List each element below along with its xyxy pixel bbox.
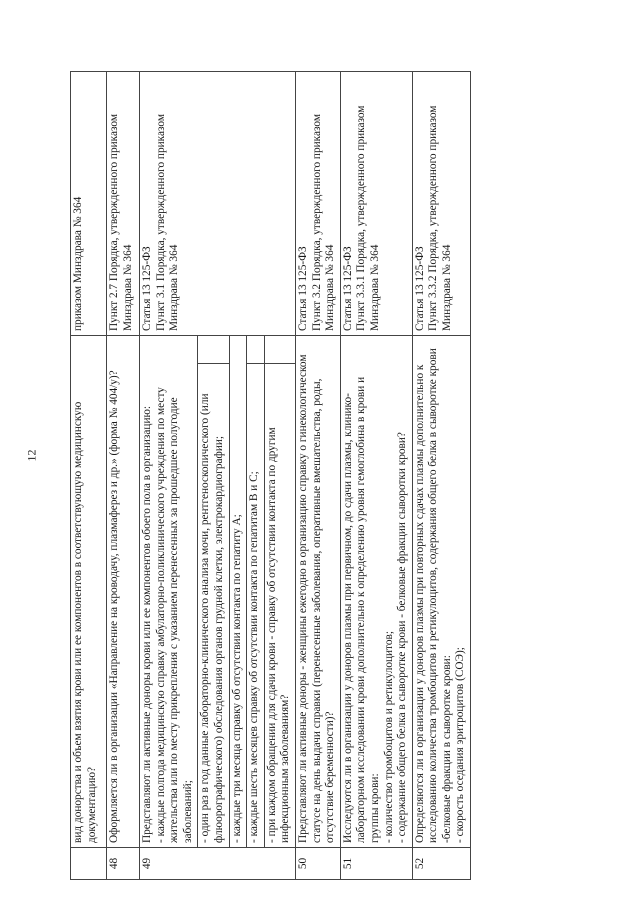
row-number: 49 (140, 848, 296, 880)
row-number: 50 (295, 848, 340, 880)
table-row (295, 72, 340, 880)
question-subcell: - один раз в год данные лабораторно-клинического анализа мочи, рентгеноскопического (или флюорографического) обследования органов грудной клетки, электрокардиографии; (198, 364, 229, 848)
table-row (412, 72, 470, 880)
question-cell: Исследуются ли в организации у доноров плазмы при первичном, до сдачи плазмы, клинико-лабораторном исследовании крови дополнительно к определению уровня гемоглобина в крови и группы крови: - количество тромбоцитов и ретикулоцитов; - содержание общего белка в сыворотке крови - белковые фракции сыворотки крови? (340, 336, 412, 848)
question-cell: Представляют ли активные доноры крови или ее компонентов обоего пола в организацию: - каждые полгода медицинскую справку амбулаторно-поликлинического учреждения по месту жительства или по месту прикрепления с указанием перенесенных за прошедшее полугодие заболеваний; (140, 336, 198, 848)
question-cell: Оформляется ли в организации «Направление на кроводачу, плазмаферез и др.» (форма № 404/у)? (107, 336, 140, 848)
row-number: 51 (340, 848, 412, 880)
row-number (71, 848, 107, 880)
table-row (71, 72, 107, 880)
empty-subcell (198, 336, 229, 364)
empty-subcell (264, 336, 295, 364)
table-row (140, 72, 198, 880)
rotated-table-wrapper (70, 72, 568, 880)
reference-cell: приказом Минздрава № 364 (71, 72, 107, 336)
page-number: 12 (24, 449, 39, 462)
table-row (340, 72, 412, 880)
row-number: 48 (107, 848, 140, 880)
empty-subcell (247, 336, 265, 364)
question-cell: Определяются ли в организации у доноров плазмы при повторных сдачах плазмы дополнительно к исследованию количества тромбоцитов и ретикулоцитов, содержания общего белка в сыворотке крови -белковые фракции в сыворотке крови: - скорость оседания эритроцитов (СОЭ); (412, 336, 470, 848)
question-cell: Представляют ли активные доноры - женщины ежегодно в организацию справку о гинекологическом статусе на день выдачи справки (перенесенные заболевания, оперативные вмешательства, роды, отсутствие беременности)? (295, 336, 340, 848)
question-subcell: - каждые три месяца справку об отсутствии контакта по гепатиту А; (229, 336, 247, 848)
row-number: 52 (412, 848, 470, 880)
question-subcell: - каждые шесть месяцев справку об отсутствии контакта по гепатитам В и С; (247, 364, 265, 848)
reference-cell: Статья 13 125-ФЗ Пункт 3.2 Порядка, утвержденного приказом Минздрава № 364 (295, 72, 340, 336)
reference-cell: Пункт 2.7 Порядка, утвержденного приказом Минздрава № 364 (107, 72, 140, 336)
table-row (107, 72, 140, 880)
reference-cell: Статья 13 125-ФЗ Пункт 3.3.1 Порядка, утвержденного приказом Минздрава № 364 (340, 72, 412, 336)
question-subcell: - при каждом обращении для сдачи крови - справку об отсутствии контакта по другим инфекционным заболеваниям? (264, 364, 295, 848)
reference-cell: Статья 13 125-ФЗ Пункт 3.1 Порядка, утвержденного приказом Минздрава № 364 (140, 72, 296, 336)
requirements-table (70, 71, 471, 880)
question-cell: вид донорства и объем взятия крови или ее компонентов в соответствующую медицинскую документацию? (71, 336, 107, 848)
reference-cell: Статья 13 125-ФЗ Пункт 3.3.2 Порядка, утвержденного приказом Минздрава № 364 (412, 72, 470, 336)
